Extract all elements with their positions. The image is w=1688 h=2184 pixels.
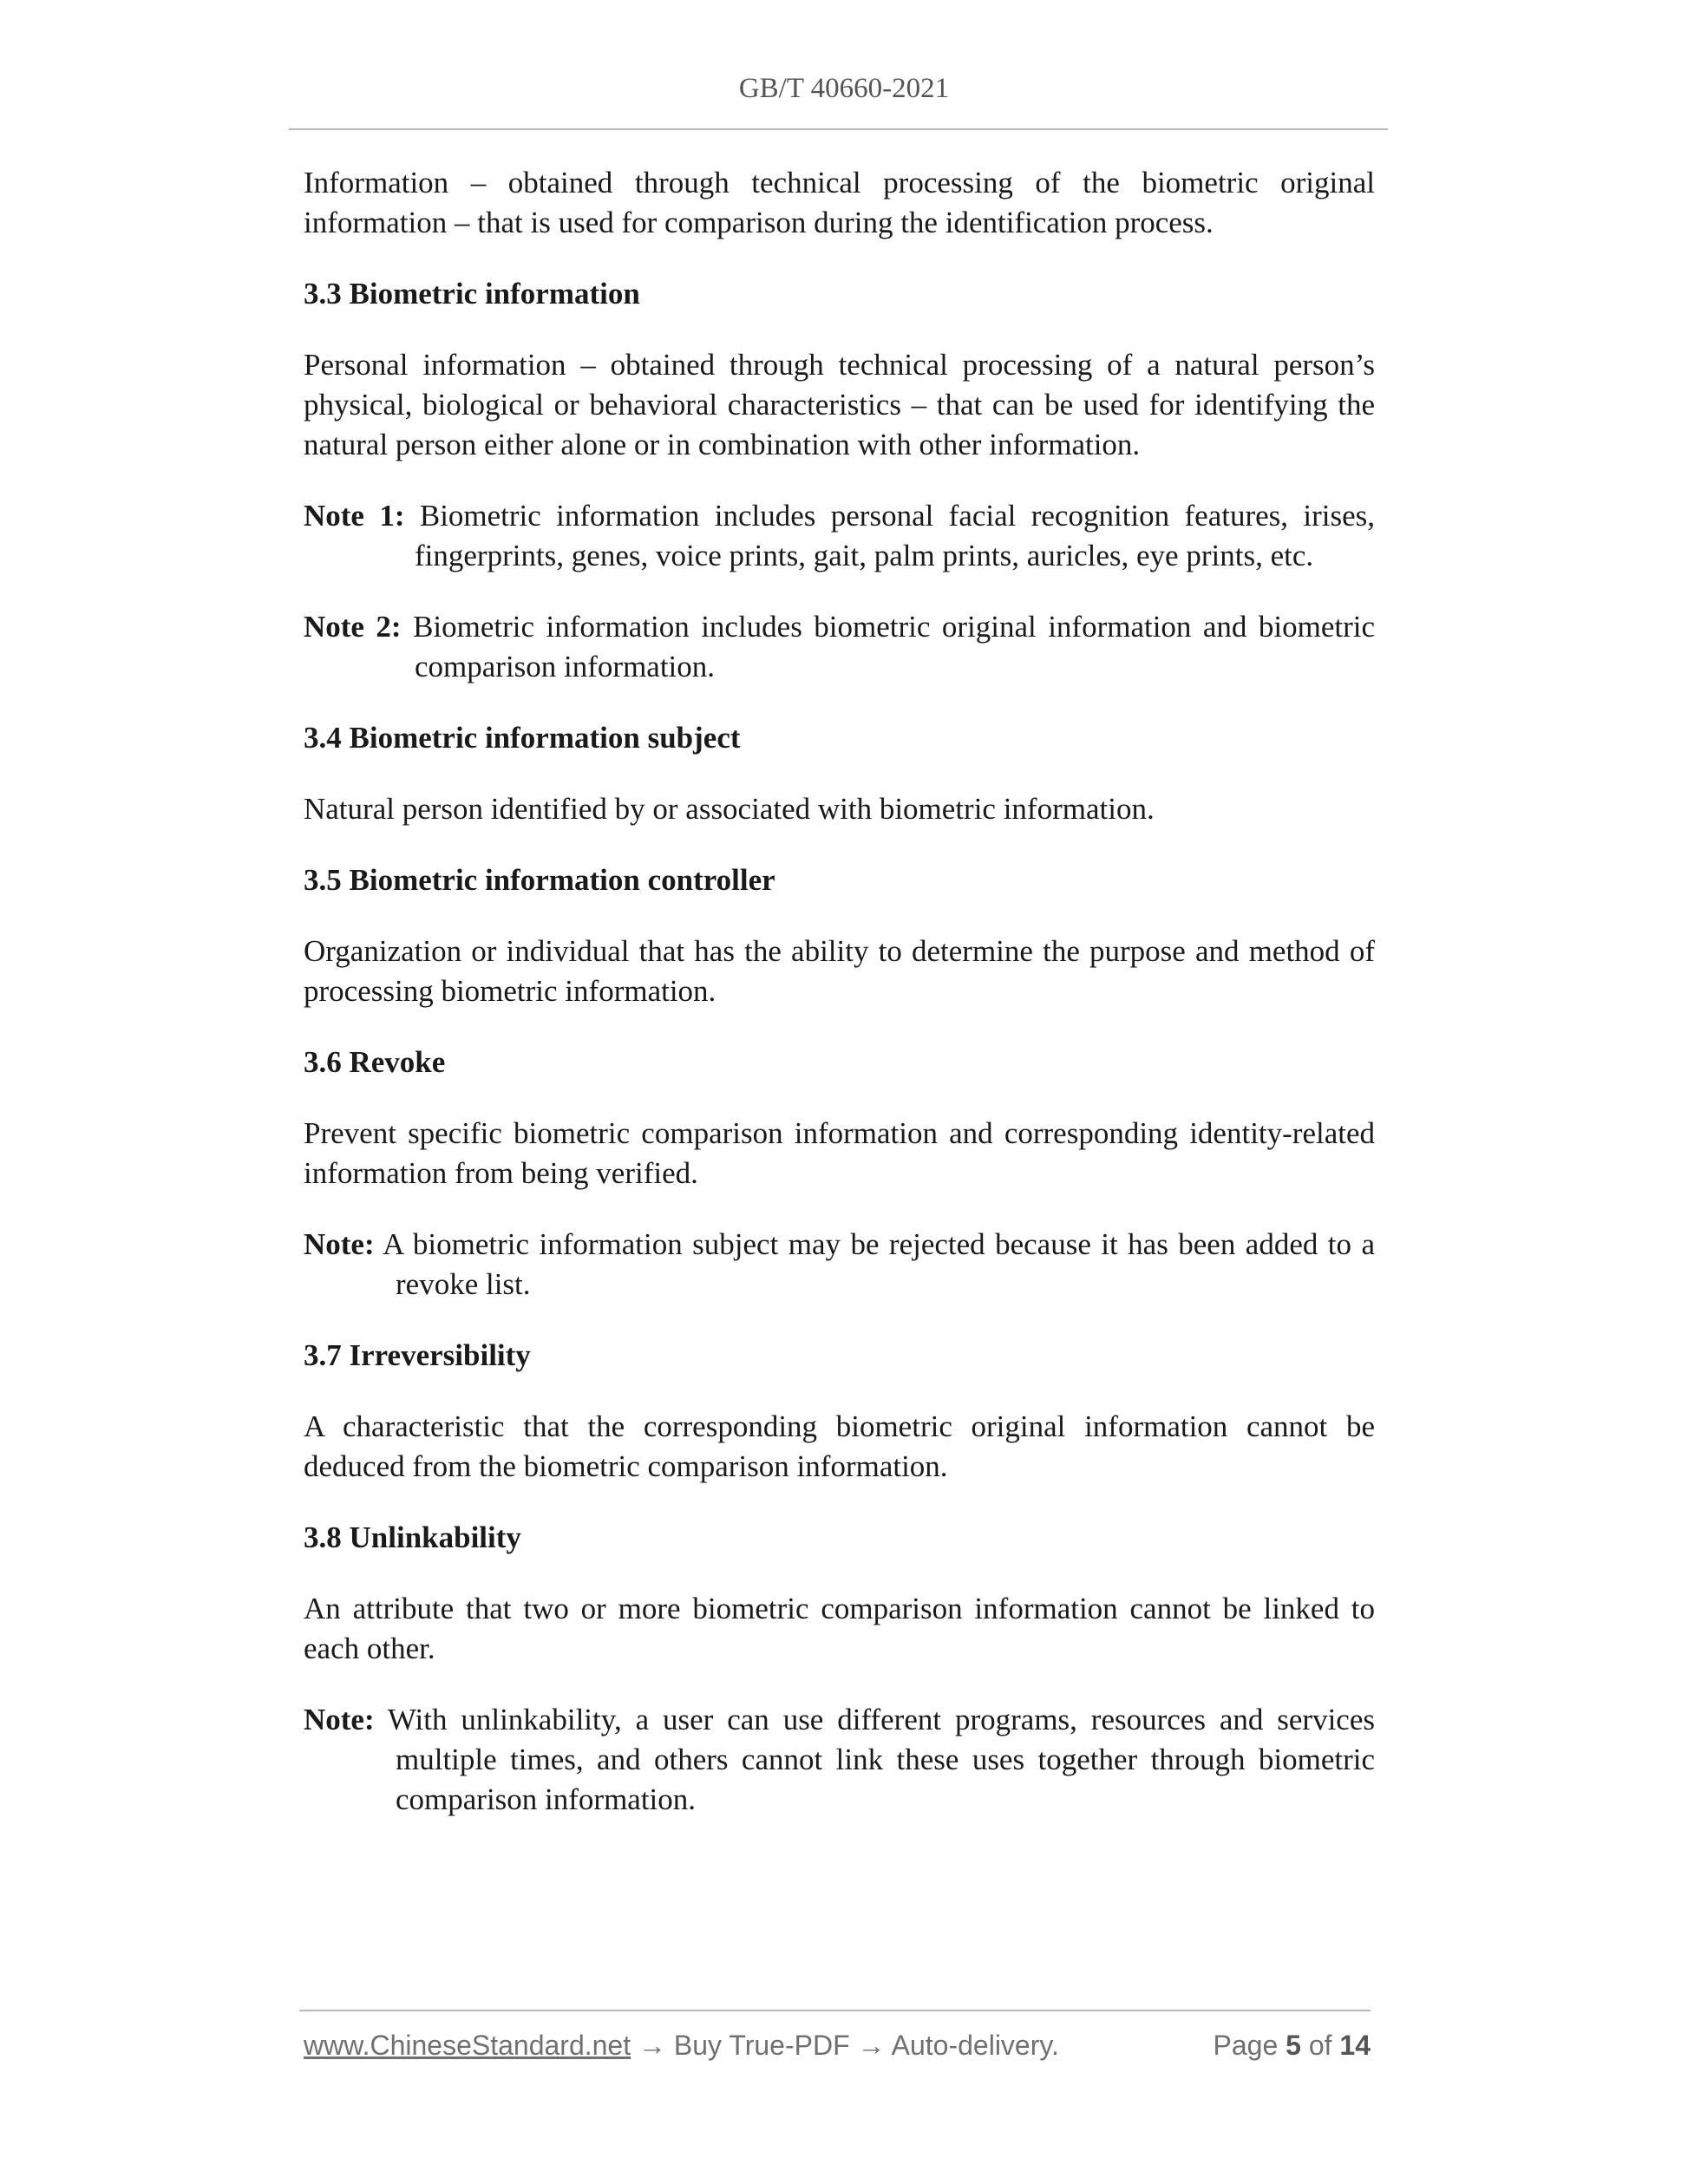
paragraph-3-4: Natural person identified by or associated with biometric information. xyxy=(304,792,1155,826)
page-footer xyxy=(304,2030,1371,2068)
paragraph-3-5: Organization or individual that has the ability to determine the purpose and method of processing biometric information. xyxy=(304,934,1375,1008)
paragraph-3-3: Personal information – obtained through technical processing of a natural person’s physical, biological or behavioral characteristics – that can be used for identifying the natural person either alone or in combination with other information. xyxy=(304,348,1375,461)
heading-3-5: 3.5 Biometric information controller xyxy=(304,863,775,897)
promo-text: → Buy True-PDF → Auto-delivery. xyxy=(631,2030,1059,2061)
note-unlinkability xyxy=(304,1700,1375,1820)
note-label: Note 2: xyxy=(304,610,402,644)
page-current: 5 xyxy=(1286,2030,1301,2061)
footer-divider xyxy=(299,2010,1371,2011)
heading-3-7: 3.7 Irreversibility xyxy=(304,1338,531,1372)
note-text: Biometric information includes biometric original information and biometric comparison information. xyxy=(413,610,1376,683)
heading-3-4: 3.4 Biometric information subject xyxy=(304,721,741,755)
note-revoke xyxy=(304,1225,1375,1305)
heading-3-6: 3.6 Revoke xyxy=(304,1045,446,1079)
note-label: Note 1: xyxy=(304,499,405,533)
note-text: Biometric information includes personal facial recognition features, irises, fingerprints, genes, voice prints, gait, palm prints, auricles, eye prints, etc. xyxy=(415,499,1375,572)
document-header: GB/T 40660-2021 xyxy=(738,73,950,104)
paragraph-3-7: A characteristic that the corresponding biometric original information cannot be deduced from the biometric comparison information. xyxy=(304,1409,1375,1483)
note-text: With unlinkability, a user can use different programs, resources and services multiple times, and others cannot link these uses together through biometric comparison information. xyxy=(387,1703,1375,1816)
page-indicator xyxy=(1214,2030,1371,2062)
paragraph-3-8: An attribute that two or more biometric comparison information cannot be linked to each other. xyxy=(304,1592,1375,1665)
paragraph-3-6: Prevent specific biometric comparison information and corresponding identity-related information from being verified. xyxy=(304,1116,1375,1190)
paragraph-3-2-continued: Information – obtained through technical processing of the biometric original information – that is used for comparison during the identification process. xyxy=(304,166,1375,239)
note-2 xyxy=(304,607,1375,687)
note-text: A biometric information subject may be rejected because it has been added to a revoke list. xyxy=(383,1227,1375,1301)
header-divider xyxy=(289,128,1388,130)
note-1 xyxy=(304,496,1375,576)
note-label: Note: xyxy=(304,1227,375,1261)
website-link[interactable]: www.ChineseStandard.net xyxy=(304,2030,631,2061)
document-body xyxy=(304,163,1375,1851)
footer-promo xyxy=(304,2030,1059,2062)
heading-3-3: 3.3 Biometric information xyxy=(304,277,640,311)
page-total: 14 xyxy=(1339,2030,1371,2061)
page-of: of xyxy=(1308,2030,1332,2061)
note-label: Note: xyxy=(304,1703,375,1736)
page-label: Page xyxy=(1213,2030,1279,2061)
heading-3-8: 3.8 Unlinkability xyxy=(304,1520,521,1554)
